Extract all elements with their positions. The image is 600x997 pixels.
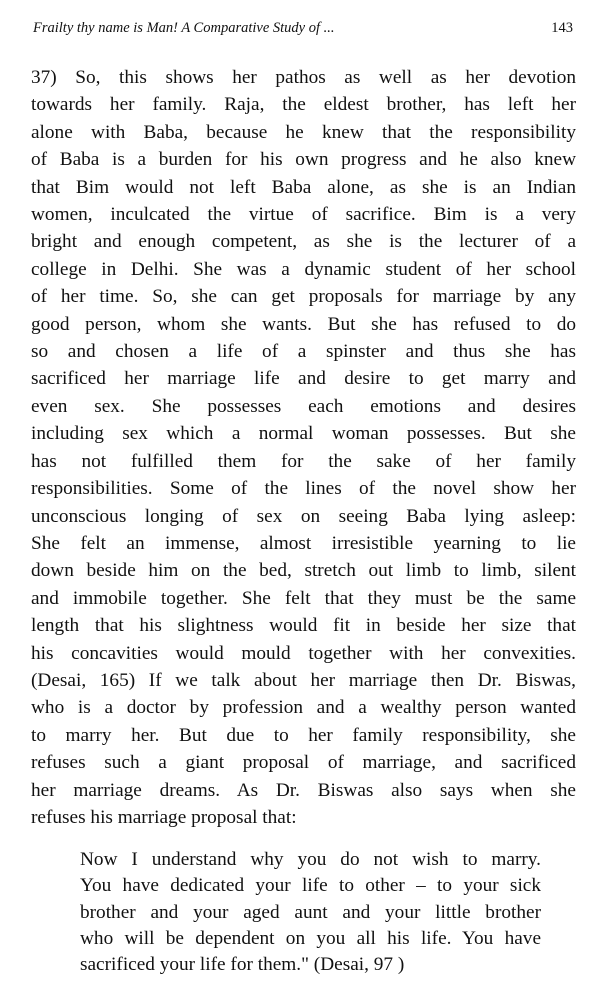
text-line: bright and enough competent, as she is the lecturer of a <box>31 231 576 253</box>
text-line: college in Delhi. She was a dynamic student of her school <box>31 258 576 280</box>
text-line: to marry her. But due to her family responsibility, she <box>31 724 576 746</box>
text-line: his concavities would mould together with her convexities. <box>31 642 576 664</box>
text-line: who is a doctor by profession and a wealthy person wanted <box>31 697 576 719</box>
text-line: sacrificed her marriage life and desire to get marry and <box>31 368 576 390</box>
text-line: She felt an immense, almost irresistible yearning to lie <box>31 532 576 554</box>
text-line: even sex. She possesses each emotions and desires <box>31 395 576 417</box>
running-header <box>33 20 573 42</box>
text-line: alone with Baba, because he knew that the responsibility <box>31 121 576 143</box>
text-line: and immobile together. She felt that they must be the same <box>31 587 576 609</box>
text-line: that Bim would not left Baba alone, as she is an Indian <box>31 176 576 198</box>
text-line: women, inculcated the virtue of sacrifice. Bim is a very <box>31 204 576 226</box>
text-line: (Desai, 165) If we talk about her marriage then Dr. Biswas, <box>31 669 576 691</box>
text-line: her marriage dreams. As Dr. Biswas also says when she <box>31 779 576 801</box>
block-quote <box>80 847 541 978</box>
text-line: of Baba is a burden for his own progress and he also knew <box>31 149 576 171</box>
text-line: refuses such a giant proposal of marriage, and sacrificed <box>31 752 576 774</box>
quote-line: sacrificed your life for them." (Desai, 97 ) <box>80 954 405 976</box>
quote-line: who will be dependent on you all his life. You have <box>80 927 541 949</box>
body-paragraph <box>31 64 576 831</box>
quote-line: Now I understand why you do not wish to marry. <box>80 849 541 870</box>
text-line: responsibilities. Some of the lines of the novel show her <box>31 478 576 500</box>
quote-line: You have dedicated your life to other – to your sick <box>80 875 541 897</box>
quote-line: brother and your aged aunt and your little brother <box>80 901 541 923</box>
running-head-title: Frailty thy name is Man! A Comparative Study of ... <box>33 20 335 36</box>
text-line: refuses his marriage proposal that: <box>31 806 297 828</box>
text-line: has not fulfilled them for the sake of her family <box>31 450 576 472</box>
text-line: of her time. So, she can get proposals for marriage by any <box>31 286 576 308</box>
text-line: 37) So, this shows her pathos as well as her devotion <box>31 67 576 88</box>
text-line: so and chosen a life of a spinster and thus she has <box>31 341 576 363</box>
page-number: 143 <box>551 20 573 36</box>
text-line: good person, whom she wants. But she has refused to do <box>31 313 576 335</box>
text-line: towards her family. Raja, the eldest brother, has left her <box>31 94 576 116</box>
text-line: length that his slightness would fit in beside her size that <box>31 615 576 637</box>
text-line: including sex which a normal woman possesses. But she <box>31 423 576 445</box>
text-line: unconscious longing of sex on seeing Baba lying asleep: <box>31 505 576 527</box>
text-line: down beside him on the bed, stretch out limb to limb, silent <box>31 560 576 582</box>
